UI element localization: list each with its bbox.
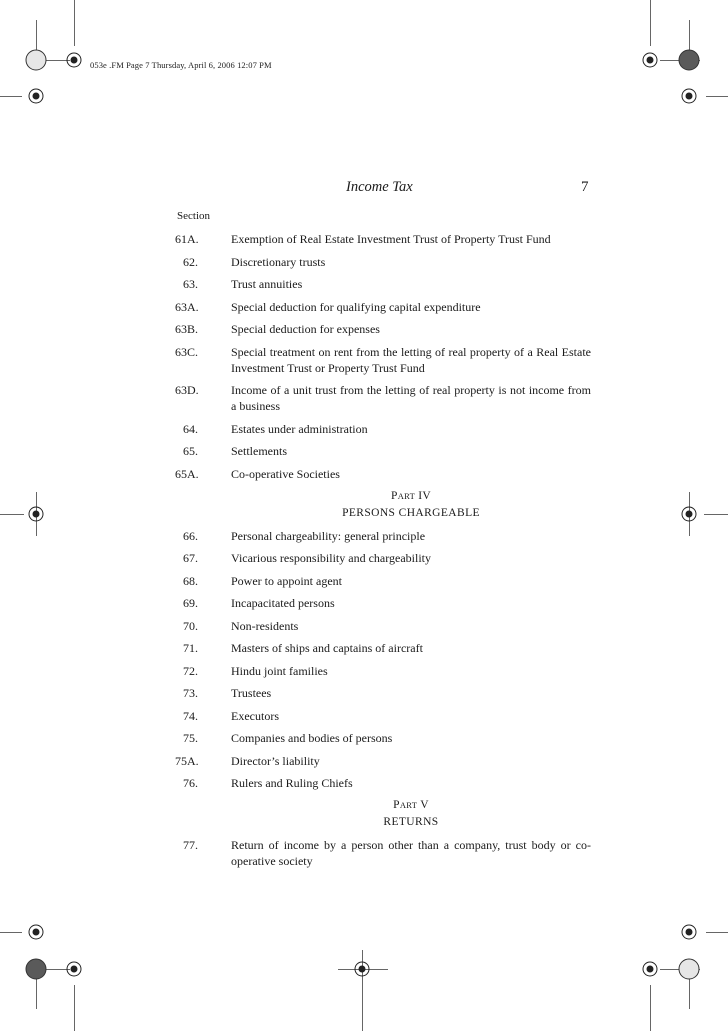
section-title: Trust annuities <box>231 277 303 291</box>
section-number: 70. <box>183 618 198 633</box>
section-number: 64. <box>183 421 198 436</box>
section-number: 63D. <box>175 383 199 397</box>
section-title: Special deduction for qualifying capital expenditure <box>231 299 481 314</box>
section-title: Co-operative Societies <box>231 466 340 481</box>
section-number: 69. <box>183 596 198 610</box>
toc-group-3 <box>175 837 591 869</box>
toc-row <box>175 344 591 376</box>
section-title: Companies and bodies of persons <box>231 731 393 745</box>
section-title: Executors <box>231 708 279 723</box>
section-title: Special treatment on rent from the letting of real property of a Real Estate Investment Trust or Property Trust Fund <box>231 344 591 375</box>
toc-row <box>175 421 591 437</box>
section-number: 65. <box>183 444 198 458</box>
section-title: Return of income by a person other than a company, trust body or co-operative society <box>231 838 591 868</box>
section-title: Masters of ships and captains of aircraft <box>231 641 423 655</box>
toc-row <box>175 837 591 869</box>
toc-group-2 <box>175 528 591 792</box>
section-number: 71. <box>183 641 198 655</box>
toc-row <box>175 708 591 724</box>
toc-row <box>175 640 591 656</box>
toc-row <box>175 231 591 247</box>
toc-row <box>175 663 591 679</box>
section-title: Rulers and Ruling Chiefs <box>231 776 353 790</box>
section-number: 75. <box>183 731 198 745</box>
section-number: 63A. <box>175 299 199 314</box>
section-title: Special deduction for expenses <box>231 322 380 336</box>
page-number: 7 <box>581 179 589 195</box>
running-header-title: Income Tax <box>346 179 413 195</box>
toc-row <box>175 276 591 292</box>
toc-row <box>175 528 591 544</box>
toc-row <box>175 775 591 791</box>
slug-line: 053e .FM Page 7 Thursday, April 6, 2006 12:07 PM <box>90 60 272 70</box>
section-number: 63. <box>183 277 198 291</box>
section-number: 75A. <box>175 753 199 768</box>
toc-row <box>175 382 591 414</box>
section-title: Estates under administration <box>231 421 368 436</box>
section-number: 73. <box>183 686 198 700</box>
toc-row <box>175 466 591 482</box>
section-label: Section <box>177 210 210 222</box>
section-number: 62. <box>183 254 198 269</box>
section-title: Income of a unit trust from the letting of real property is not income from a business <box>231 383 591 413</box>
section-number: 67. <box>183 551 198 565</box>
section-number: 63B. <box>175 322 199 336</box>
section-title: Hindu joint families <box>231 663 328 678</box>
toc-row <box>175 321 591 337</box>
toc-row <box>175 254 591 270</box>
section-number: 76. <box>183 776 198 790</box>
toc-row <box>175 573 591 589</box>
section-title: Exemption of Real Estate Investment Trust of Property Trust Fund <box>231 232 551 246</box>
part-4-label: PART IV <box>390 489 431 502</box>
toc-row <box>175 685 591 701</box>
section-title: Settlements <box>231 444 287 458</box>
section-title: Discretionary trusts <box>231 254 326 269</box>
toc-row <box>175 730 591 746</box>
section-number: 74. <box>183 708 198 723</box>
toc-row <box>175 299 591 315</box>
section-number: 77. <box>183 838 198 852</box>
section-number: 61A. <box>175 232 199 246</box>
section-title: Vicarious responsibility and chargeability <box>231 551 432 565</box>
toc-row <box>175 550 591 566</box>
toc-row <box>175 753 591 769</box>
section-number: 66. <box>183 528 198 543</box>
toc-group-1 <box>175 231 591 482</box>
section-title: Trustees <box>231 686 272 700</box>
section-title: Non-residents <box>231 618 299 633</box>
section-number: 68. <box>183 573 198 588</box>
section-title: Director’s liability <box>231 753 320 768</box>
toc-row <box>175 595 591 611</box>
part-4-heading: PERSONS CHARGEABLE <box>342 506 480 519</box>
section-number: 72. <box>183 663 198 678</box>
table-of-contents <box>175 231 591 876</box>
part-5-label: PART V <box>393 799 429 811</box>
part-5-heading: RETURNS <box>383 816 439 828</box>
section-number: 63C. <box>175 344 199 359</box>
section-number: 65A. <box>175 466 199 481</box>
section-title: Incapacitated persons <box>231 596 335 610</box>
toc-row <box>175 618 591 634</box>
toc-row <box>175 443 591 459</box>
section-title: Power to appoint agent <box>231 573 342 588</box>
section-title: Personal chargeability: general principle <box>231 528 426 543</box>
